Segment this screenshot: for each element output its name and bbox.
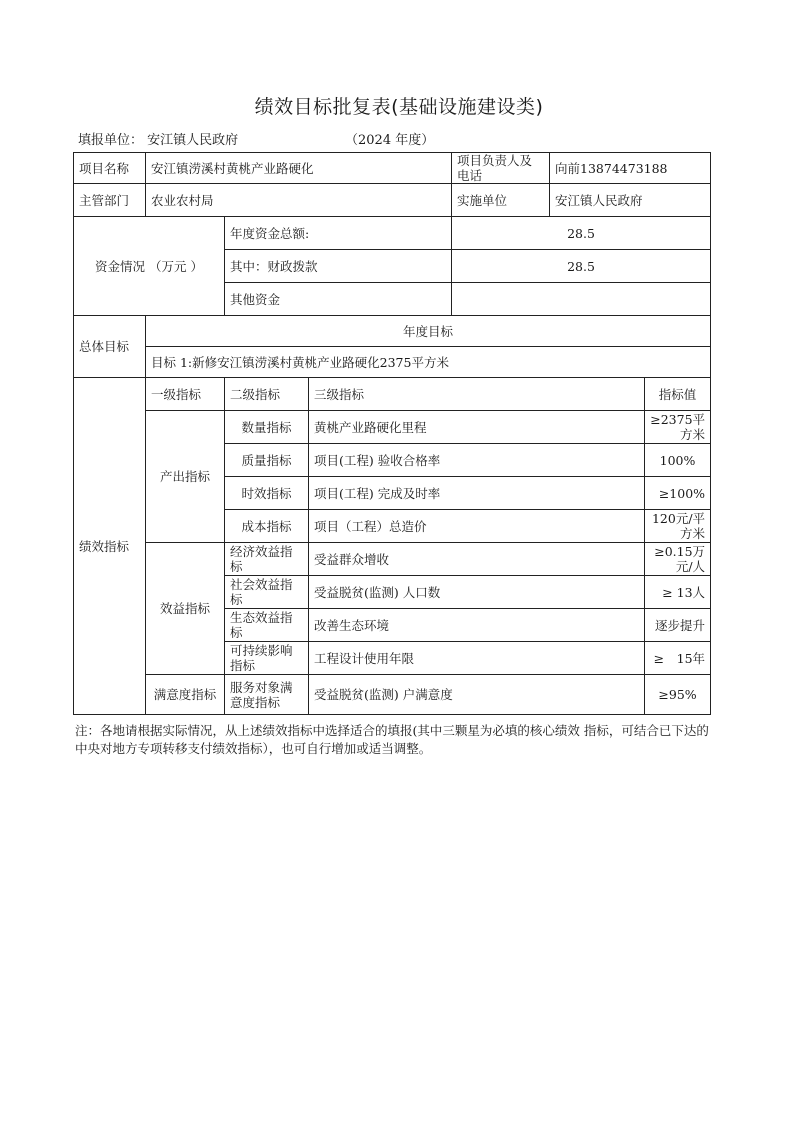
indicator-value: ≥ 15年 [645, 642, 711, 675]
filing-unit [78, 129, 238, 148]
funds-total-value: 28.5 [452, 217, 711, 250]
performance-label: 绩效指标 [74, 378, 146, 715]
impl-unit-value: 安江镇人民政府 [550, 184, 711, 217]
indicator-level3: 项目(工程) 验收合格率 [309, 444, 645, 477]
satisfaction-indicator-label: 满意度指标 [146, 675, 225, 715]
impl-unit-label: 实施单位 [452, 184, 550, 217]
indicator-level3: 受益脱贫(监测) 户满意度 [309, 675, 645, 715]
indicator-level2: 服务对象满意度指标 [225, 675, 309, 715]
indicator-level2: 数量指标 [225, 411, 309, 444]
indicator-level3: 项目（工程）总造价 [309, 510, 645, 543]
indicator-value: ≥ 13人 [645, 576, 711, 609]
funds-label: 资金情况 （万元 ） [74, 217, 225, 316]
indicator-level2: 生态效益指标 [225, 609, 309, 642]
funds-other-label: 其他资金 [225, 283, 452, 316]
indicator-value: ≥95% [645, 675, 711, 715]
footnote: 注：各地请根据实际情况，从上述绩效指标中选择适合的填报(其中三颗星为必填的核心绩效 指标，可结合已下达的中央对地方专项转移支付绩效指标），也可自行增加或适当调整。 [75, 723, 709, 756]
indicator-level2: 经济效益指标 [225, 543, 309, 576]
funds-total-label: 年度资金总额: [225, 217, 452, 250]
indicator-level2: 时效指标 [225, 477, 309, 510]
annual-goal-header: 年度目标 [146, 316, 711, 347]
indicator-level3: 工程设计使用年限 [309, 642, 645, 675]
header-level2: 二级指标 [225, 378, 309, 411]
dept-label: 主管部门 [74, 184, 146, 217]
dept-value: 农业农村局 [146, 184, 452, 217]
output-indicator-label: 产出指标 [146, 411, 225, 543]
funds-fiscal-value: 28.5 [452, 250, 711, 283]
annual-goal-text: 目标 1:新修安江镇涝溪村黄桃产业路硬化2375平方米 [146, 347, 711, 378]
funds-other-value [452, 283, 711, 316]
fiscal-year: （2024 年度） [345, 133, 435, 148]
indicator-value: ≥0.15万元/人 [645, 543, 711, 576]
indicator-value: ≥2375平方米 [645, 411, 711, 444]
indicator-value: 120元/平方米 [645, 510, 711, 543]
indicator-value: ≥100% [645, 477, 711, 510]
funds-fiscal-label: 其中：财政拨款 [225, 250, 452, 283]
benefit-indicator-label: 效益指标 [146, 543, 225, 675]
filing-unit-label: 填报单位： [78, 133, 144, 148]
indicator-level3: 受益脱贫(监测) 人口数 [309, 576, 645, 609]
project-name-value: 安江镇涝溪村黄桃产业路硬化 [146, 153, 452, 184]
indicator-level2: 社会效益指标 [225, 576, 309, 609]
indicator-level3: 项目(工程) 完成及时率 [309, 477, 645, 510]
indicator-level3: 受益群众增收 [309, 543, 645, 576]
project-owner-label: 项目负责人及电话 [452, 153, 550, 184]
project-owner-value: 向前13874473188 [550, 153, 711, 184]
indicator-level3: 黄桃产业路硬化里程 [309, 411, 645, 444]
filing-unit-value: 安江镇人民政府 [147, 133, 239, 148]
header-level1: 一级指标 [146, 378, 225, 411]
performance-table [73, 152, 711, 715]
header-level3: 三级指标 [309, 378, 645, 411]
indicator-level2: 质量指标 [225, 444, 309, 477]
indicator-level2: 成本指标 [225, 510, 309, 543]
indicator-level2: 可持续影响指标 [225, 642, 309, 675]
indicator-value: 逐步提升 [645, 609, 711, 642]
indicator-value: 100% [645, 444, 711, 477]
project-name-label: 项目名称 [74, 153, 146, 184]
page-title: 绩效目标批复表(基础设施建设类) [254, 96, 544, 118]
indicator-level3: 改善生态环境 [309, 609, 645, 642]
overall-goal-label: 总体目标 [74, 316, 146, 378]
header-value: 指标值 [645, 378, 711, 411]
